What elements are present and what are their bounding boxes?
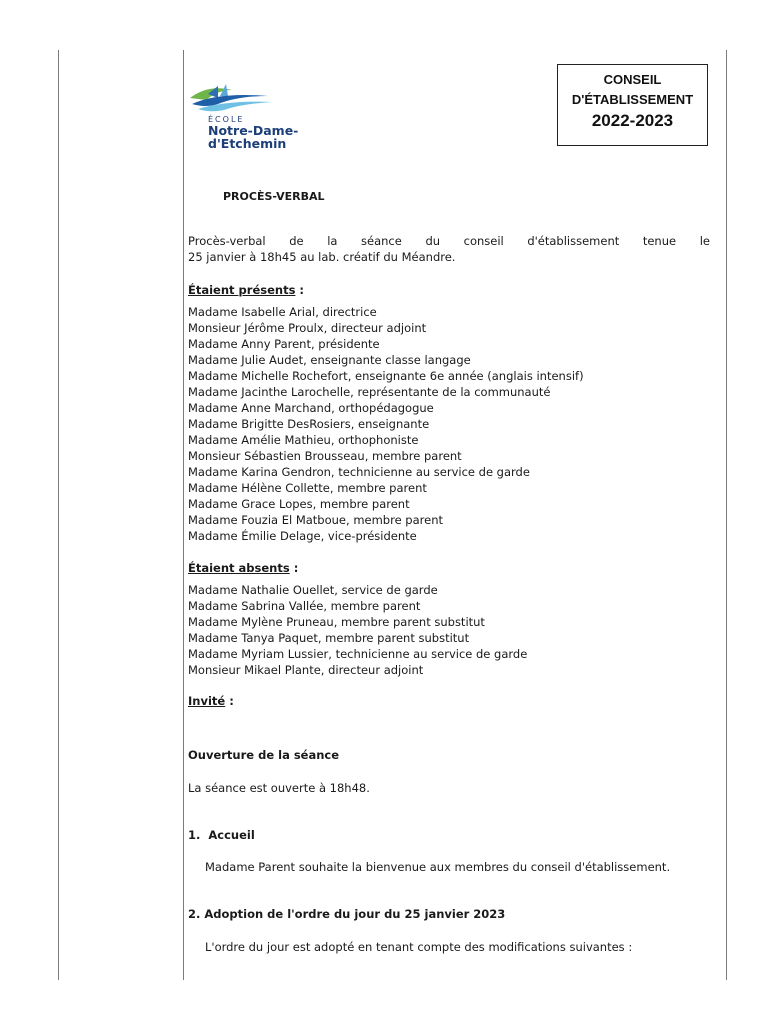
logo-school-name: [208, 124, 298, 150]
list-item: Madame Nathalie Ouellet, service de garde: [188, 583, 438, 597]
section1-text: Madame Parent souhaite la bienvenue aux membres du conseil d'établissement.: [205, 860, 671, 874]
list-item: Madame Émilie Delage, vice-présidente: [188, 529, 417, 543]
intro-word: séance: [361, 234, 402, 248]
absent-heading-suffix: :: [289, 561, 299, 575]
invite-heading-text: Invité: [188, 694, 226, 708]
header-box-year: 2022-2023: [591, 111, 674, 130]
list-item: Madame Grace Lopes, membre parent: [188, 497, 410, 511]
section1-heading: 1. Accueil: [188, 828, 255, 842]
intro-word: Procès-verbal: [188, 234, 266, 248]
absent-heading-text: Étaient absents: [188, 561, 290, 575]
list-item: Madame Fouzia El Matboue, membre parent: [188, 513, 443, 527]
intro-line2: 25 janvier à 18h45 au lab. créatif du Méandre.: [188, 250, 456, 264]
intro-word: de: [289, 234, 304, 248]
list-item: Madame Michelle Rochefort, enseignante 6e année (anglais intensif): [188, 369, 584, 383]
intro-word: conseil: [463, 234, 504, 248]
margin-line-left: [58, 50, 59, 980]
absent-heading: [188, 561, 298, 575]
margin-line-right: [726, 50, 727, 980]
opening-text: La séance est ouverte à 18h48.: [188, 781, 370, 795]
list-item: Madame Jacinthe Larochelle, représentante de la communauté: [188, 385, 551, 399]
invite-heading: [188, 694, 234, 708]
logo-waves-icon: [188, 82, 278, 116]
list-item: Madame Julie Audet, enseignante classe langage: [188, 353, 471, 367]
list-item: Madame Karina Gendron, technicienne au service de garde: [188, 465, 530, 479]
list-item: Madame Tanya Paquet, membre parent substitut: [188, 631, 470, 645]
list-item: Monsieur Mikael Plante, directeur adjoint: [188, 663, 424, 677]
invite-heading-suffix: :: [225, 694, 234, 708]
list-item: Madame Hélène Collette, membre parent: [188, 481, 427, 495]
header-box: [557, 64, 708, 146]
list-item: Madame Isabelle Arial, directrice: [188, 305, 377, 319]
list-item: Madame Anny Parent, présidente: [188, 337, 380, 351]
present-heading-text: Étaient présents: [188, 283, 296, 297]
logo-name-line2: d'Etchemin: [208, 136, 287, 151]
present-heading-suffix: :: [295, 283, 305, 297]
logo-ecole-text: ÉCOLE: [208, 115, 245, 124]
list-item: Madame Brigitte DesRosiers, enseignante: [188, 417, 430, 431]
intro-word: tenue: [642, 234, 677, 248]
intro-word: le: [699, 234, 710, 248]
intro-word: du: [425, 234, 441, 248]
header-box-line1: CONSEIL: [603, 72, 662, 87]
intro-word: d'établissement: [527, 234, 620, 248]
intro-word: la: [327, 234, 338, 248]
logo-name-line1: Notre-Dame-: [208, 123, 299, 138]
present-heading: [188, 283, 304, 297]
list-item: Madame Mylène Pruneau, membre parent substitut: [188, 615, 485, 629]
list-item: Madame Amélie Mathieu, orthophoniste: [188, 433, 419, 447]
section2-heading: 2. Adoption de l'ordre du jour du 25 janvier 2023: [188, 907, 506, 921]
section2-text: L'ordre du jour est adopté en tenant compte des modifications suivantes :: [205, 940, 633, 954]
list-item: Madame Anne Marchand, orthopédagogue: [188, 401, 434, 415]
list-item: Monsieur Jérôme Proulx, directeur adjoint: [188, 321, 427, 335]
margin-line-middle: [183, 50, 184, 980]
document-title: PROCÈS-VERBAL: [223, 190, 325, 203]
opening-heading: Ouverture de la séance: [188, 748, 340, 762]
list-item: Madame Sabrina Vallée, membre parent: [188, 599, 421, 613]
header-box-line2: D'ÉTABLISSEMENT: [571, 92, 694, 107]
school-logo: [188, 82, 308, 152]
list-item: Madame Myriam Lussier, technicienne au service de garde: [188, 647, 528, 661]
list-item: Monsieur Sébastien Brousseau, membre parent: [188, 449, 462, 463]
intro-line1: [188, 234, 710, 248]
